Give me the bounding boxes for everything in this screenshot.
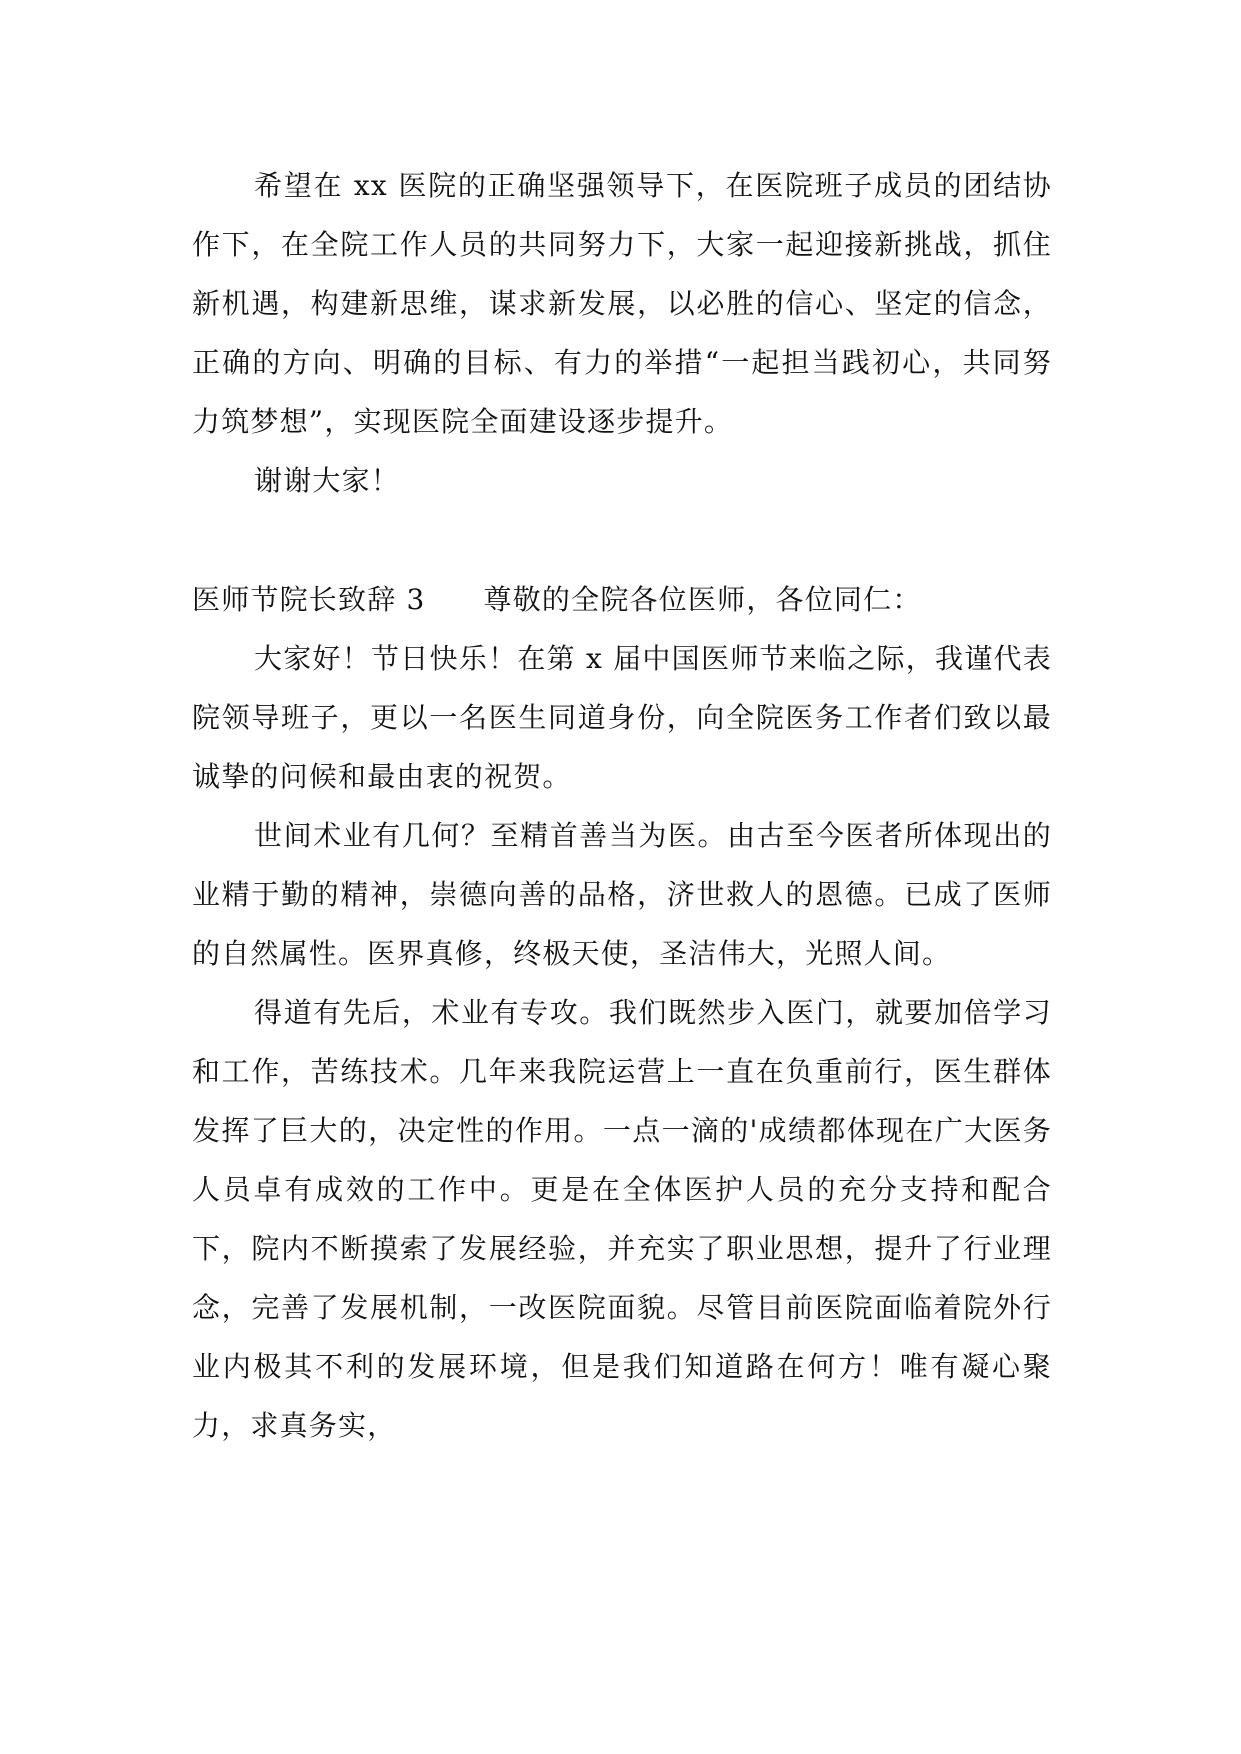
document-body — [192, 156, 1052, 1455]
section-heading-line — [192, 570, 1052, 629]
paragraph-development: 得道有先后，术业有专攻。我们既然步入医门，就要加倍学习和工作，苦练技术。几年来我院运营上一直在负重前行，医生群体发挥了巨大的，决定性的作用。一点一滴的'成绩都体现在广大医务人员卓有成效的工作中。更是在全体医护人员的充分支持和配合下，院内不断摸索了发展经验，并充实了职业思想，提升了行业理念，完善了发展机制，一改医院面貌。尽管目前医院面临着院外行业内极其不利的发展环境，但是我们知道路在何方！唯有凝心聚力，求真务实， — [192, 996, 1052, 1442]
salutation: 尊敬的全院各位医师，各位同仁： — [483, 583, 922, 616]
paragraph-gap — [192, 510, 1052, 570]
paragraph-greeting: 大家好！节日快乐！在第 x 届中国医师节来临之际，我谨代表院领导班子，更以一名医生同道身份，向全院医务工作者们致以最诚挚的问候和最由衷的祝贺。 — [192, 642, 1052, 793]
paragraph-thanks: 谢谢大家！ — [254, 464, 401, 497]
paragraph-medicine: 世间术业有几何？至精首善当为医。由古至今医者所体现出的业精于勤的精神，崇德向善的品格，济世救人的恩德。已成了医师的自然属性。医界真修，终极天使，圣洁伟大，光照人间。 — [192, 819, 1052, 970]
section-title: 医师节院长致辞 3 — [192, 583, 426, 616]
paragraph-hope: 希望在 xx 医院的正确坚强领导下，在医院班子成员的团结协作下，在全院工作人员的共同努力下，大家一起迎接新挑战，抓住新机遇，构建新思维，谋求新发展，以必胜的信心、坚定的信念，正确的方向、明确的目标、有力的举措“一起担当践初心，共同努力筑梦想”，实现医院全面建设逐步提升。 — [192, 169, 1052, 438]
